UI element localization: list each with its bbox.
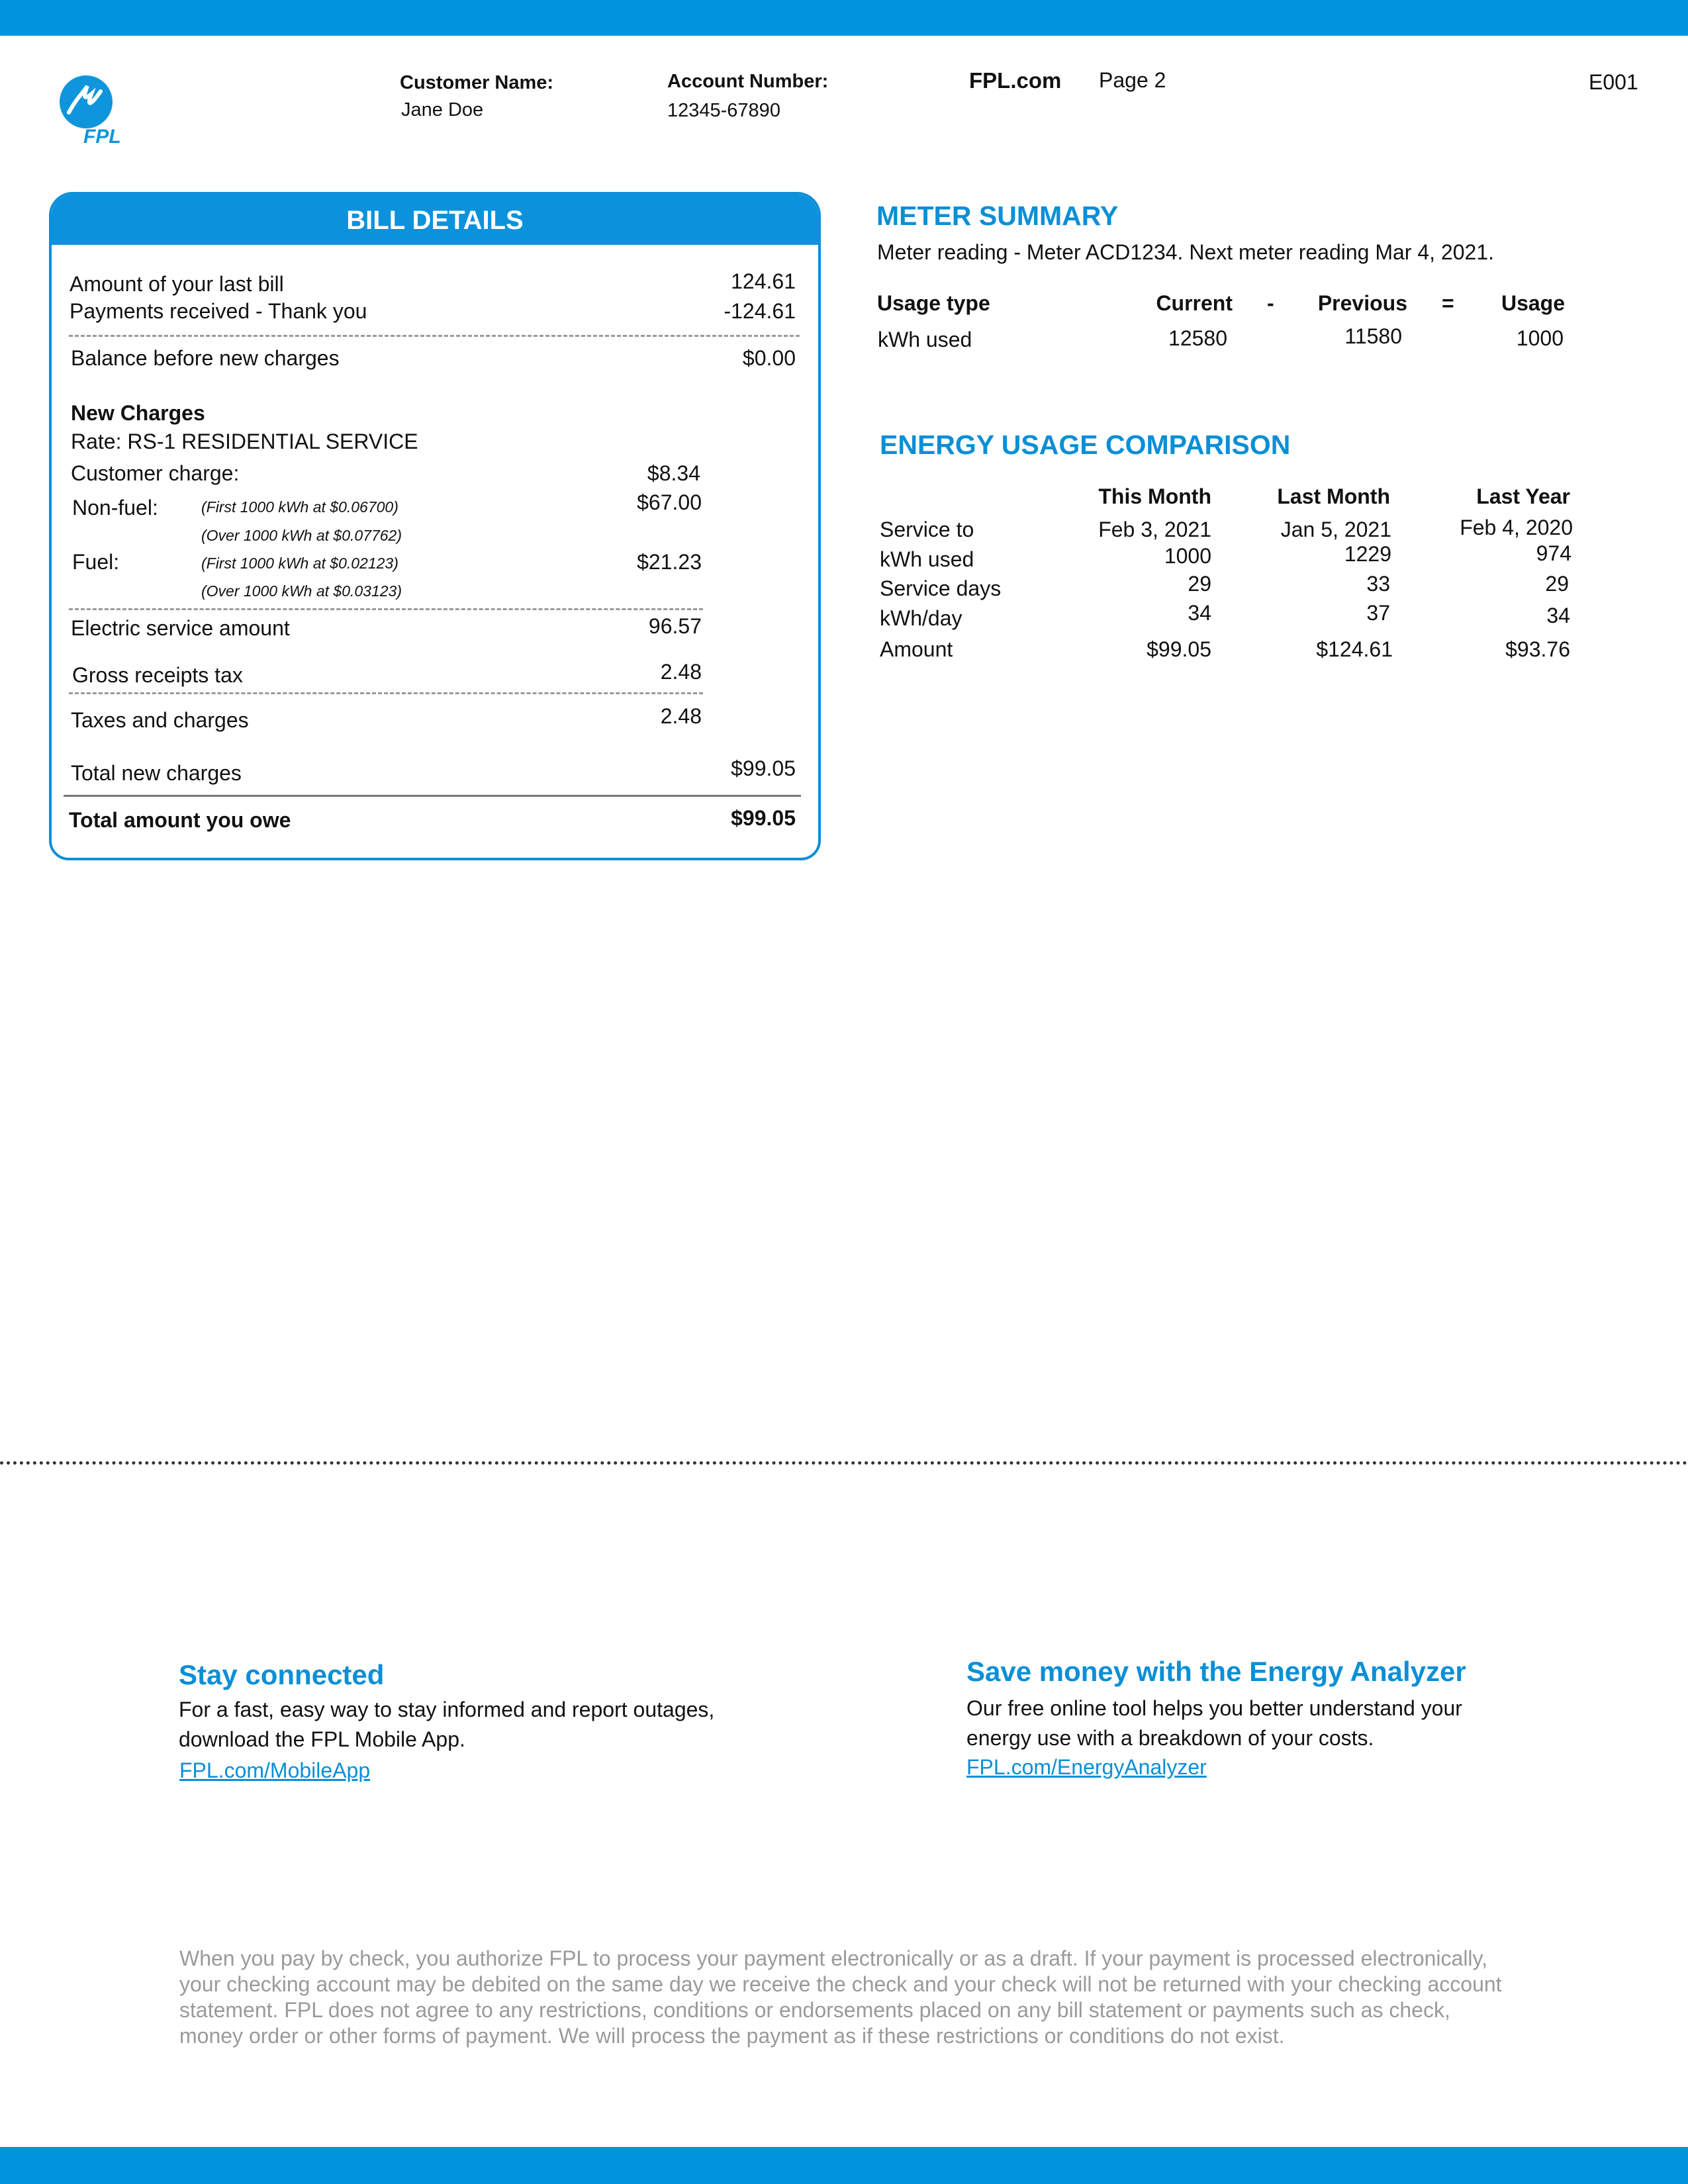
electric-service-amount: 96.57 [648,614,702,638]
nonfuel-note-first: (First 1000 kWh at $0.06700) [201,498,399,516]
payments-label: Payments received - Thank you [70,299,367,323]
energy-analyzer-text: Our free online tool helps you better understand your energy use with a breakdown of your costs. [966,1696,1462,1750]
col-last-month: Last Month [1277,484,1390,508]
table-cell: Feb 3, 2021 [1098,518,1211,541]
mobile-app-link[interactable]: FPL.com/MobileApp [179,1758,371,1782]
meter-reading-text: Meter reading - Meter ACD1234. Next meter reading Mar 4, 2021. [877,240,1494,264]
customer-charge-label: Customer charge: [71,461,240,485]
table-cell: 1000 [1164,544,1211,568]
bill-details-box [49,192,821,860]
meter-current-value: 12580 [1168,326,1227,350]
nonfuel-amount: $67.00 [637,490,702,514]
nonfuel-label: Non-fuel: [72,496,158,520]
row-label-kwh-per-day: kWh/day [880,606,962,630]
col-usage: Usage [1501,291,1565,315]
meter-summary-title: METER SUMMARY [876,201,1119,231]
total-new-charges-label: Total new charges [71,761,242,785]
equals-sign: = [1442,291,1454,315]
payments-amount: -124.61 [724,299,796,323]
customer-name-label: Customer Name: [400,72,554,93]
customer-name: Jane Doe [401,99,484,120]
row-label-service-days: Service days [880,576,1002,600]
fpl-logo-text: FPL [83,126,121,148]
gross-receipts-label: Gross receipts tax [72,663,243,687]
nonfuel-note-over: (Over 1000 kWh at $0.07762) [201,527,402,544]
divider [69,335,800,337]
account-number: 12345-67890 [667,100,780,121]
col-previous: Previous [1317,291,1407,315]
table-cell: 34 [1546,604,1570,627]
minus-sign: - [1267,291,1274,315]
col-usage-type: Usage type [877,291,990,315]
stay-connected-text: For a fast, easy way to stay informed and report outages, download the FPL Mobile App. [179,1698,715,1751]
table-cell: $93.76 [1505,637,1570,661]
last-bill-amount: 124.61 [731,269,796,293]
new-charges-heading: New Charges [71,401,205,425]
table-cell: 29 [1545,572,1569,596]
fuel-amount: $21.23 [637,550,702,574]
total-new-charges-amount: $99.05 [731,756,796,780]
electric-service-label: Electric service amount [71,616,290,640]
fuel-note-over: (Over 1000 kWh at $0.03123) [201,582,402,600]
table-cell: Jan 5, 2021 [1280,518,1391,541]
energy-analyzer-link[interactable]: FPL.com/EnergyAnalyzer [966,1755,1207,1779]
energy-comparison-title: ENERGY USAGE COMPARISON [880,430,1291,460]
divider [64,795,801,797]
table-cell: 33 [1366,572,1390,596]
fuel-note-first: (First 1000 kWh at $0.02123) [201,555,399,572]
balance-label: Balance before new charges [71,346,340,370]
col-current: Current [1156,291,1233,315]
divider [69,608,703,610]
meter-usage-value: 1000 [1516,326,1564,350]
total-owe-label: Total amount you owe [69,808,291,832]
account-number-label: Account Number: [667,71,829,92]
table-cell: 34 [1188,601,1211,625]
website-label: FPL.com [969,68,1062,93]
gross-receipts-amount: 2.48 [660,660,702,684]
bottom-color-bar [0,2147,1688,2184]
table-cell: Feb 4, 2020 [1460,516,1573,539]
page-number: Page 2 [1099,68,1166,92]
table-cell: 1229 [1344,542,1391,566]
meter-previous-value: 11580 [1344,324,1402,348]
row-label-kwh-used: kWh used [880,547,974,571]
bill-details-title: BILL DETAILS [52,195,818,245]
table-cell: 29 [1188,572,1211,596]
table-cell: $99.05 [1147,637,1211,661]
divider [69,692,703,694]
col-last-year: Last Year [1476,484,1570,508]
customer-charge-amount: $8.34 [647,461,700,485]
row-label-amount: Amount [880,637,953,661]
taxes-amount: 2.48 [660,704,702,728]
fuel-label: Fuel: [72,550,120,574]
tear-off-line [0,1461,1688,1465]
last-bill-label: Amount of your last bill [70,272,284,296]
top-color-bar [0,0,1688,36]
row-label-service-to: Service to [880,518,974,541]
rate-label: Rate: RS-1 RESIDENTIAL SERVICE [71,430,418,453]
fpl-logo [54,71,147,151]
stay-connected-title: Stay connected [179,1659,385,1690]
table-cell: 974 [1536,541,1571,565]
taxes-label: Taxes and charges [71,708,249,732]
total-owe-amount: $99.05 [731,806,796,830]
table-cell: $124.61 [1316,637,1393,661]
balance-amount: $0.00 [742,346,796,370]
col-this-month: This Month [1098,484,1211,508]
table-cell: 37 [1366,601,1390,625]
energy-analyzer-title: Save money with the Energy Analyzer [966,1656,1466,1687]
meter-row-label: kWh used [878,328,972,351]
payment-disclaimer: When you pay by check, you authorize FPL to process your payment electronically or as a draft. If your payment is processed electronically, your checking account may be debited on the same day we receive the check and your check will not be returned with your checking account statement. FPL does not agree to any restrictions, conditions or endorsements placed on any bill statement or payments such as check, money order or other forms of payment. We will process the payment as if these restrictions or conditions do not exist. [179,1946,1502,2048]
statement-code: E001 [1589,70,1638,94]
